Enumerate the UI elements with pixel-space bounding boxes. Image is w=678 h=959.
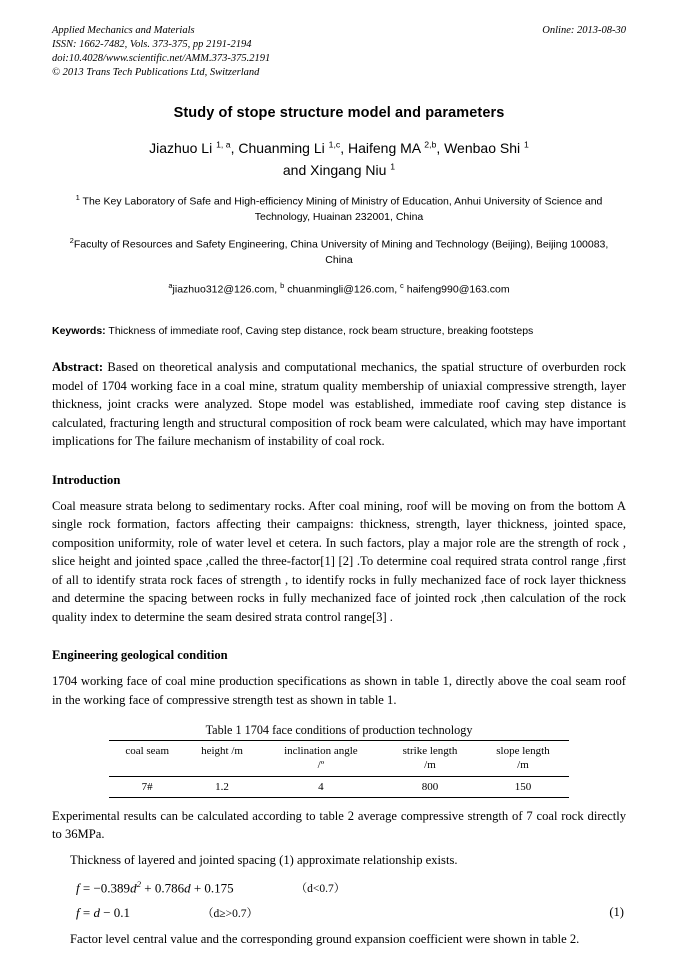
after-table-paragraph-2: Thickness of layered and jointed spacing (1) approximate relationship exists.	[70, 852, 458, 867]
table-1-caption: Table 1 1704 face conditions of production technology	[205, 723, 473, 738]
journal-doi: doi:10.4028/www.scientific.net/AMM.373-375.2191	[52, 52, 271, 64]
affiliation-2-text: Faculty of Resources and Safety Engineering, China University of Mining and Technology (Beijing), Beijing 100083, China	[73, 238, 609, 266]
section-heading-engineering: Engineering geological condition	[52, 648, 228, 663]
table-1-body	[109, 776, 569, 797]
author-2-name: , Chuanming Li	[230, 139, 329, 156]
affiliation-1-text: The Key Laboratory of Safe and High-efficiency Mining of Ministry of Education, Anhui University of Science and Technology, Huainan 232001, China	[79, 195, 603, 223]
table-cell: 7#	[109, 776, 185, 797]
affiliation-2	[52, 236, 626, 268]
table-1-header-row	[109, 741, 569, 777]
equation-1-exponent: 2	[136, 879, 141, 890]
equation-2-lhs: f	[76, 905, 80, 921]
keywords-label: Keywords:	[52, 324, 106, 337]
equation-1-coeff-a: −0.389	[93, 880, 131, 896]
abstract-text: Based on theoretical analysis and computational mechanics, the spatial structure of overburden rock model of 1704 working face in a coal mine, stratum quality membership of uniaxial compressive strength, layer thickness, joint cracks were analyzed. Stope model was established, immediate roof caving step distance is calculated, fracturing length and structural composition of rock beam were calculated, which may have important implications for The failure mechanism of instability of coal rock.	[52, 360, 626, 449]
abstract-label: Abstract:	[52, 360, 104, 375]
email-marker-b: b	[280, 281, 285, 291]
equation-1-var-2: d	[184, 880, 191, 896]
equation-2-expression	[52, 905, 130, 921]
equation-1-lhs: f	[76, 880, 80, 896]
equation-1-row	[52, 879, 626, 896]
keywords-text: Thickness of immediate roof, Caving step distance, rock beam structure, breaking footsteps	[105, 324, 534, 337]
table-cell: 4	[259, 776, 383, 797]
equation-2-row	[52, 905, 626, 921]
equation-2-constant: − 0.1	[99, 905, 131, 921]
author-1-name: Jiazhuo Li	[149, 139, 217, 156]
column-header-unit: /m	[517, 759, 529, 772]
affiliation-2-marker: 2	[69, 236, 74, 246]
table-column-header	[477, 741, 569, 777]
equation-number: (1)	[609, 905, 624, 920]
table-1	[109, 740, 569, 798]
table-cell: 800	[383, 776, 477, 797]
keywords-block	[52, 323, 626, 339]
author-4-affil-marker: 1	[524, 139, 529, 150]
equation-block	[52, 879, 626, 921]
journal-issn: ISSN: 1662-7482, Vols. 373-375, pp 2191-2194	[52, 38, 252, 50]
author-emails	[52, 281, 626, 298]
column-header-name: height /m	[201, 745, 243, 758]
engineering-paragraph: 1704 working face of coal mine production specifications as shown in table 1, directly above the coal seam roof in the working face of compressive strength test as shown in table 1.	[52, 674, 626, 707]
author-4-name: , Wenbao Shi	[436, 139, 524, 156]
email-b[interactable]: chuanmingli@126.com,	[284, 283, 401, 296]
journal-header	[52, 24, 626, 80]
online-date: Online: 2013-08-30	[542, 25, 626, 36]
equation-1-equals: =	[79, 880, 94, 896]
author-line-2	[52, 160, 626, 182]
table-cell: 1.2	[185, 776, 258, 797]
journal-name: Applied Mechanics and Materials	[52, 25, 195, 36]
after-table-paragraph-1: Experimental results can be calculated according to table 2 average compressive strength of 7 coal rock directly to 36MPa.	[52, 808, 626, 842]
affiliation-1	[52, 193, 626, 225]
author-line-1	[52, 138, 626, 160]
equation-1-var-1: d	[130, 880, 137, 896]
table-row	[109, 776, 569, 797]
equation-1-constant: + 0.175	[190, 880, 234, 896]
closing-paragraph: Factor level central value and the corresponding ground expansion coefficient were shown in table 2.	[70, 932, 580, 947]
section-heading-introduction: Introduction	[52, 472, 121, 487]
author-3-affil-marker: 2,b	[424, 139, 437, 150]
column-header-unit: /m	[424, 759, 436, 772]
email-marker-c: c	[400, 281, 404, 291]
email-c[interactable]: haifeng990@163.com	[403, 283, 510, 296]
table-1-head	[109, 741, 569, 777]
introduction-paragraph: Coal measure strata belong to sedimentary rocks. After coal mining, roof will be moving on from the bottom A single rock formation, factors affecting their campaigns: thickness, strength, layer thickness, jointed space, composition uniformity, role of water level et cetera. In such factors, play a major role are the strength of rock , slice height and jointed space ,called the three-factor[1] [2] .To determine coal required strata control range ,first of all to identify strata rock faces of strength , to identify rocks in fully mechanized face of rock layer thickness and determine the spacing between rocks in fully mechanized face of jointed rock ,then calculation of the rock quality index to determine the seam desired strata control range[3] .	[52, 498, 626, 624]
author-5-affil-marker: 1	[390, 160, 396, 171]
column-header-name: coal seam	[125, 745, 170, 758]
equation-1-condition: （d<0.7）	[295, 883, 346, 896]
equation-1-expression	[52, 879, 234, 896]
author-3-name: , Haifeng MA	[340, 139, 425, 156]
table-column-header	[109, 741, 185, 777]
equation-2-var: d	[93, 905, 100, 921]
author-1-affil-marker: 1, a	[216, 139, 231, 150]
column-header-name: inclination angle	[284, 745, 358, 758]
author-2-affil-marker: 1,c	[328, 139, 341, 150]
table-cell: 150	[477, 776, 569, 797]
equation-1-coeff-b: + 0.786	[140, 880, 185, 896]
column-header-unit: /º	[317, 759, 325, 772]
email-marker-a: a	[168, 281, 173, 291]
journal-copyright: © 2013 Trans Tech Publications Ltd, Switzerland	[52, 66, 260, 78]
author-list	[52, 138, 626, 181]
email-a[interactable]: jiazhuo312@126.com,	[172, 283, 281, 296]
column-header-name: strike length	[402, 745, 458, 758]
table-column-header	[383, 741, 477, 777]
page-title: Study of stope structure model and parameters	[173, 104, 505, 121]
equation-2-condition: （d≥>0.7）	[202, 908, 258, 921]
table-1-block	[52, 723, 626, 798]
column-header-name: slope length	[496, 745, 550, 758]
table-column-header	[185, 741, 258, 777]
author-5-name: and Xingang Niu	[282, 161, 391, 178]
table-column-header	[259, 741, 383, 777]
journal-header-left	[52, 24, 270, 80]
equation-2-equals: =	[79, 905, 94, 921]
abstract-block	[52, 358, 626, 451]
affiliation-1-marker: 1	[75, 193, 80, 203]
